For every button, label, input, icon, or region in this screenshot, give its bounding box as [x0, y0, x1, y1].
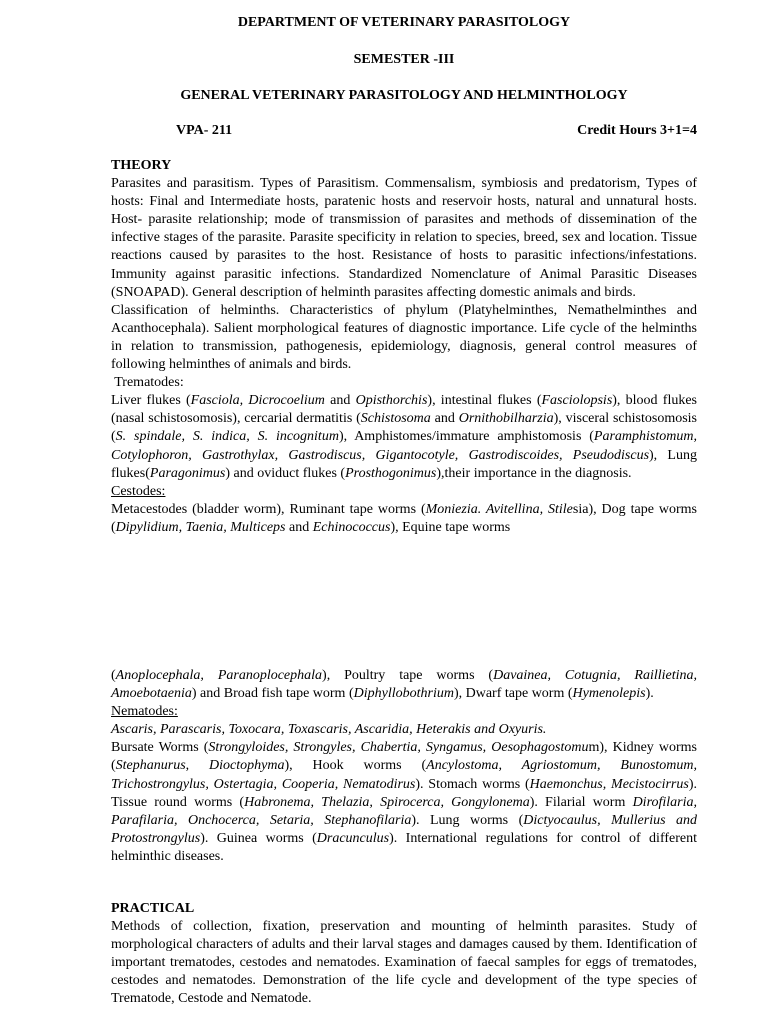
course-title: GENERAL VETERINARY PARASITOLOGY AND HELMINTHOLOGY [180, 88, 628, 103]
trematodes-label: Trematodes: [111, 375, 184, 391]
body-text: ). [645, 686, 654, 702]
italic-genus-text: Ornithobilharzia [458, 411, 554, 427]
italic-genus-text: Stephanurus [115, 758, 186, 774]
department-heading: DEPARTMENT OF VETERINARY PARASITOLOGY [237, 15, 571, 30]
body-text: ). Tissue round worms ( [111, 776, 697, 810]
italic-genus-text: Prosthogonimus [345, 465, 437, 481]
cestodes-label: Cestodes: [111, 483, 166, 499]
body-text: ( [111, 668, 116, 683]
body-text: ), Equine tape worms [390, 519, 511, 535]
italic-genus-text: Dipylidium, Taenia, Multiceps [115, 519, 286, 535]
body-text: ) and oviduct flukes ( [225, 465, 346, 481]
body-text: m), Kidney worms ( [111, 740, 697, 774]
theory-paragraph-1: Parasites and parasitism. Types of Parasitism. Commensalism, symbiosis and predatorism, Types of hosts: Final and Intermediate hosts, paratenic hosts and reservoir hosts, natural and unnatural hosts. Host- parasite relationship; mode of transmission of parasites and methods of dissemination of the infective stages of the parasite. Parasite specificity in relation to species, breed, sex and location. Tissue reactions caused by parasites to the host. Resistance of hosts to parasitic infections/infestations. Immunity against parasitic infections. Standardized Nomenclature of Animal Parasitic Diseases (SNOAPAD). General description of helminth parasites affecting domestic animals and birds. [111, 176, 697, 300]
body-text: sia), Dog tape worms ( [111, 501, 697, 535]
italic-genus-text: Moniezia. Avitellina, Stile [425, 501, 573, 517]
theory-heading: THEORY [111, 158, 172, 173]
body-text: ) and Broad fish tape worm ( [191, 686, 354, 702]
practical-heading: PRACTICAL [111, 901, 195, 916]
italic-genus-text: Habronema, Thelazia, Spirocerca, Gongylonema [244, 794, 530, 810]
nematodes-paragraph [111, 739, 697, 866]
italic-genus-text: Dictyocaulus, Mullerius and Protostrongylus [111, 812, 697, 846]
body-text: ). International regulations for control of different helminthic diseases. [111, 830, 697, 864]
body-text: Bursate Worms ( [111, 740, 209, 756]
italic-genus-text: Haemonchus, Mecistocirrus [529, 776, 689, 792]
body-text: ). Stomach worms ( [415, 776, 530, 792]
practical-section [111, 900, 697, 1009]
nematodes-label: Nematodes: [111, 704, 178, 720]
italic-genus-text: Anoplocephala, Paranoplocephala [115, 668, 323, 683]
italic-genus-text: Ancylostoma, Agriostomum, Bunostomum, Trichostrongylus, Ostertagia, Cooperia, Nematodirus [111, 758, 698, 792]
body-text: ), Dwarf tape worm ( [453, 686, 573, 702]
cestodes-paragraph-part2 [111, 667, 697, 703]
italic-genus-text: Hymenolepis [572, 686, 646, 702]
italic-genus-text: Opisthorchis [355, 393, 428, 409]
practical-paragraph: Methods of collection, fixation, preservation and mounting of helminth parasites. Study of morphological characters of adults and their larval stages and damages caused by them. Identification of important trematodes, cestodes and nematodes. Examination of faecal samples for eggs of trematodes, cestodes and nematodes. Demonstration of the life cycle and development of the type species of Trematode, Cestode and Nematode. [111, 919, 697, 1007]
body-text: ). Lung worms ( [411, 812, 524, 828]
italic-genus-text: Diphyllobothrium [353, 686, 454, 702]
italic-genus-text: Strongyloides, Strongyles, Chabertia, Syngamus, Oesophagostomu [208, 740, 589, 756]
cestodes-paragraph-part1 [111, 501, 697, 537]
trematodes-paragraph [111, 392, 697, 482]
body-text: and [285, 519, 313, 535]
italic-genus-text: Dirofilaria, Parafilaria, Onchocerca, Setaria, Stephanofilaria [111, 794, 697, 828]
italic-genus-text: Paramphistomum, Cotylophoron, Gastrothylax, Gastrodiscus, Gigantocotyle, Gastrodiscoides, Pseudodiscus [111, 429, 697, 463]
body-text: ), blood flukes (nasal schistosomosis), cercarial dermatitis ( [111, 393, 698, 427]
italic-genus-text: Fasciola, Dicrocoelium [190, 393, 325, 409]
credit-hours: Credit Hours 3+1=4 [577, 123, 697, 138]
italic-genus-text: Davainea, Cotugnia, Raillietina, Amoebotaenia [111, 668, 698, 702]
italic-genus-text: Paragonimus [149, 465, 226, 481]
body-text: ), Amphistomes/immature amphistomosis ( [338, 429, 594, 445]
body-text: ), visceral schistosomosis ( [111, 411, 697, 445]
italic-genus-text: S. spindale, S. indica, S. incognitum [115, 429, 339, 445]
body-text: ),their importance in the diagnosis. [436, 465, 632, 481]
nematodes-genera-line: Ascaris, Parascaris, Toxocara, Toxascaris, Ascaridia, Heterakis and Oxyuris. [111, 722, 547, 738]
italic-genus-text: Dioctophyma [209, 758, 285, 774]
theory-section-continued [111, 667, 697, 866]
semester-heading: SEMESTER -III [353, 52, 455, 67]
italic-genus-text: Echinococcus [312, 519, 391, 535]
body-text: Metacestodes (bladder worm), Ruminant tape worms ( [111, 501, 426, 517]
body-text: ), intestinal flukes ( [427, 393, 542, 409]
italic-genus-text: Dracunculus [316, 830, 390, 846]
body-text: and [324, 393, 356, 409]
body-text: and [430, 411, 459, 427]
body-text: ), Poultry tape worms ( [322, 668, 494, 683]
body-text: ), Hook worms ( [284, 758, 427, 774]
italic-genus-text: Fasciolopsis [541, 393, 613, 409]
theory-paragraph-2: Classification of helminths. Characteristics of phylum (Platyhelminthes, Nemathelminthes and Acanthocephala). Salient morphological features of diagnostic importance. Life cycle of the helminths in relation to transmission, pathogenesis, epidemiology, diagnosis, general control measures of following helminthes of animals and birds. [111, 302, 697, 373]
body-text: ), Lung flukes( [111, 447, 697, 481]
body-text: Liver flukes ( [111, 393, 191, 409]
theory-section [111, 157, 697, 537]
body-text: , [185, 758, 210, 774]
body-text: ). Guinea worms ( [200, 830, 317, 846]
italic-genus-text: Schistosoma [360, 411, 431, 427]
course-code: VPA- 211 [176, 123, 233, 138]
body-text: ). Filarial worm [529, 794, 633, 810]
